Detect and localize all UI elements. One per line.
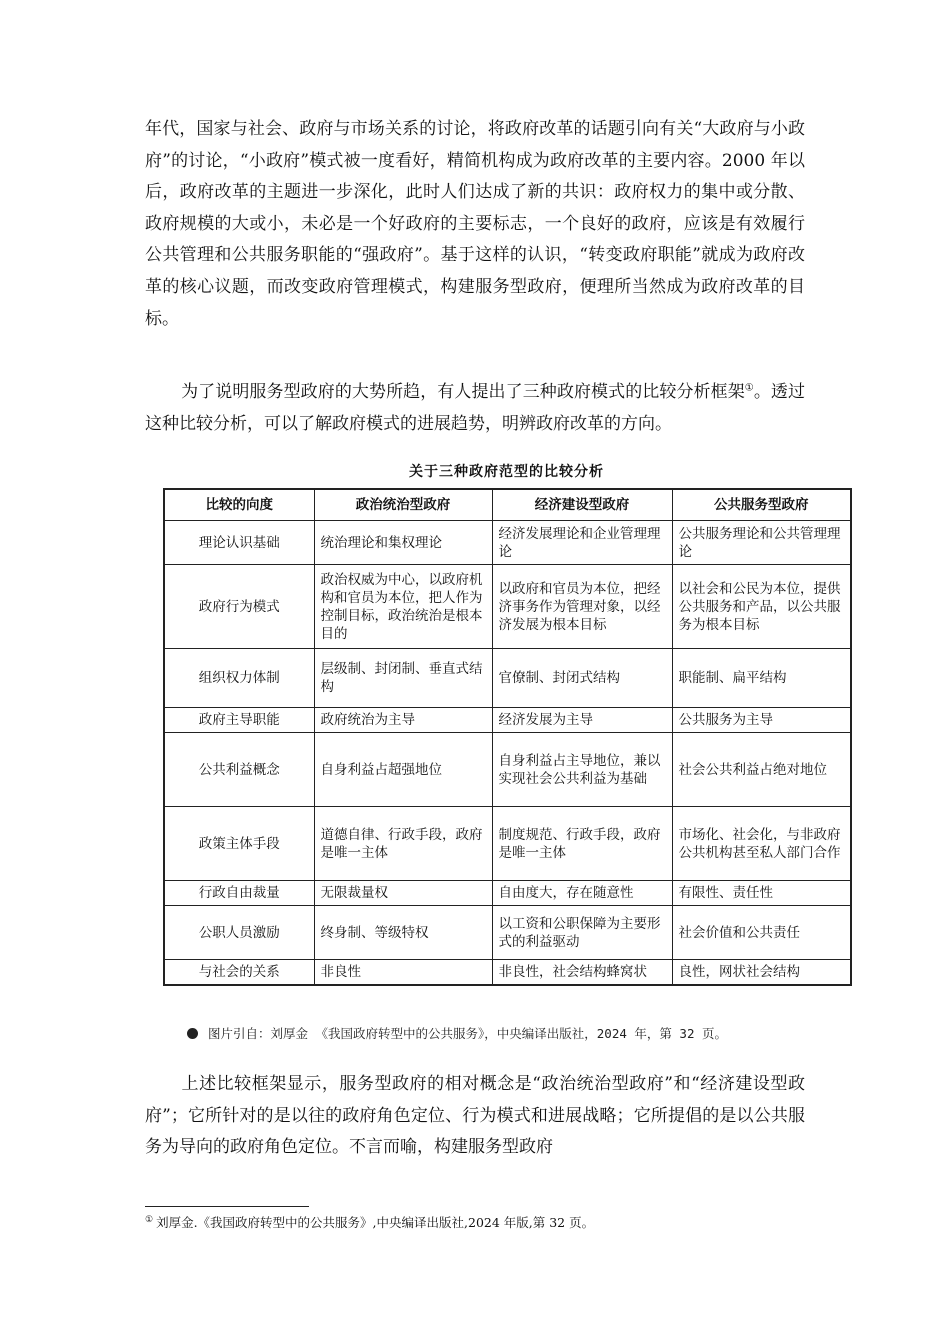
table-row: [164, 649, 851, 708]
body-paragraph-2: [145, 377, 805, 440]
bullet-icon: [187, 1028, 198, 1039]
row-dimension: 公共利益概念: [164, 733, 314, 807]
table-cell: 以工资和公职保障为主要形式的利益驱动: [492, 906, 672, 960]
row-dimension: 与社会的关系: [164, 960, 314, 986]
table-row: [164, 733, 851, 807]
table-caption: 关于三种政府范型的比较分析: [409, 464, 604, 480]
table-cell: 非良性，社会结构蜂窝状: [492, 960, 672, 986]
table-row: [164, 708, 851, 733]
table-cell: 统治理论和集权理论: [314, 521, 492, 565]
table-cell: 官僚制、封闭式结构: [492, 649, 672, 708]
footnote-divider: [145, 1206, 309, 1207]
footnote-text: 刘厚金.《我国政府转型中的公共服务》,中央编译出版社,2024 年版,第 32 页。: [156, 1215, 595, 1230]
table-cell: 终身制、等级特权: [314, 906, 492, 960]
row-dimension: 政策主体手段: [164, 807, 314, 881]
table-cell: 经济发展为主导: [492, 708, 672, 733]
body-paragraph-1: 年代，国家与社会、政府与市场关系的讨论，将政府改革的话题引向有关“大政府与小政府”的讨论，“小政府”模式被一度看好，精简机构成为政府改革的主要内容。2000 年以后，政府改革的主题进一步深化，此时人们达成了新的共识：政府权力的集中或分散、政府规模的大或小，未必是一个好政府的主要标志，一个良好的政府，应该是有效履行公共管理和公共服务职能的“强政府”。基于这样的认识，“转变政府职能”就成为政府改革的核心议题，而改变政府管理模式，构建服务型政府，便理所当然成为政府改革的目标。: [145, 119, 805, 329]
footnote-mark: ①: [145, 1214, 154, 1225]
row-dimension: 政府主导职能: [164, 708, 314, 733]
figure-source-note: [187, 1024, 727, 1042]
table-row: [164, 521, 851, 565]
table-cell: 政府统治为主导: [314, 708, 492, 733]
table-cell: 市场化、社会化，与非政府公共机构甚至私人部门合作: [672, 807, 851, 881]
table-cell: 道德自律、行政手段，政府是唯一主体: [314, 807, 492, 881]
comparison-table: [163, 488, 852, 986]
table-cell: 非良性: [314, 960, 492, 986]
row-dimension: 行政自由裁量: [164, 881, 314, 906]
table-row: [164, 565, 851, 649]
table-row: [164, 906, 851, 960]
table-cell: 经济发展理论和企业管理理论: [492, 521, 672, 565]
table-cell: 有限性、责任性: [672, 881, 851, 906]
table-cell: 制度规范、行政手段，政府是唯一主体: [492, 807, 672, 881]
table-cell: 自身利益占超强地位: [314, 733, 492, 807]
paragraph-3-text: 上述比较框架显示，服务型政府的相对概念是“政治统治型政府”和“经济建设型政府”；它所针对的是以往的政府角色定位、行为模式和进展战略；它所提倡的是以公共服务为导向的政府角色定位。不言而喻，构建服务型政府: [145, 1074, 805, 1158]
row-dimension: 组织权力体制: [164, 649, 314, 708]
table-cell: 自身利益占主导地位，兼以实现社会公共利益为基础: [492, 733, 672, 807]
table-cell: 公共服务为主导: [672, 708, 851, 733]
header-political-rule: 政治统治型政府: [314, 489, 492, 521]
row-dimension: 理论认识基础: [164, 521, 314, 565]
table-row: [164, 881, 851, 906]
table-header-row: [164, 489, 851, 521]
table-cell: 以社会和公民为本位，提供公共服务和产品，以公共服务为根本目标: [672, 565, 851, 649]
table-cell: 政治权威为中心，以政府机构和官员为本位，把人作为控制目标，政治统治是根本目的: [314, 565, 492, 649]
table-cell: 无限裁量权: [314, 881, 492, 906]
table-cell: 社会价值和公共责任: [672, 906, 851, 960]
row-dimension: 政府行为模式: [164, 565, 314, 649]
footnote: [145, 1213, 594, 1231]
paragraph-2-text-b: 。透过这种比较分析，可以了解政府模式的进展趋势，明辨政府改革的方向。: [145, 382, 806, 434]
header-economic-construction: 经济建设型政府: [492, 489, 672, 521]
table-cell: 层级制、封闭制、垂直式结构: [314, 649, 492, 708]
table-cell: 良性，网状社会结构: [672, 960, 851, 986]
table-cell: 公共服务理论和公共管理理论: [672, 521, 851, 565]
row-dimension: 公职人员激励: [164, 906, 314, 960]
paragraph-2-text-a: 为了说明服务型政府的大势所趋，有人提出了三种政府模式的比较分析框架: [181, 382, 745, 402]
figure-source-text: 图片引自：刘厚金 《我国政府转型中的公共服务》，中央编译出版社，2024 年，第 32 页。: [208, 1026, 728, 1041]
header-dimension: 比较的向度: [164, 489, 314, 521]
table-cell: 以政府和官员为本位，把经济事务作为管理对象，以经济发展为根本目标: [492, 565, 672, 649]
body-paragraph-3: [145, 1069, 805, 1164]
footnote-reference[interactable]: ①: [744, 382, 754, 394]
table-row: [164, 807, 851, 881]
table-row: [164, 960, 851, 986]
table-cell: 自由度大，存在随意性: [492, 881, 672, 906]
table-cell: 社会公共利益占绝对地位: [672, 733, 851, 807]
table-cell: 职能制、扁平结构: [672, 649, 851, 708]
header-public-service: 公共服务型政府: [672, 489, 851, 521]
